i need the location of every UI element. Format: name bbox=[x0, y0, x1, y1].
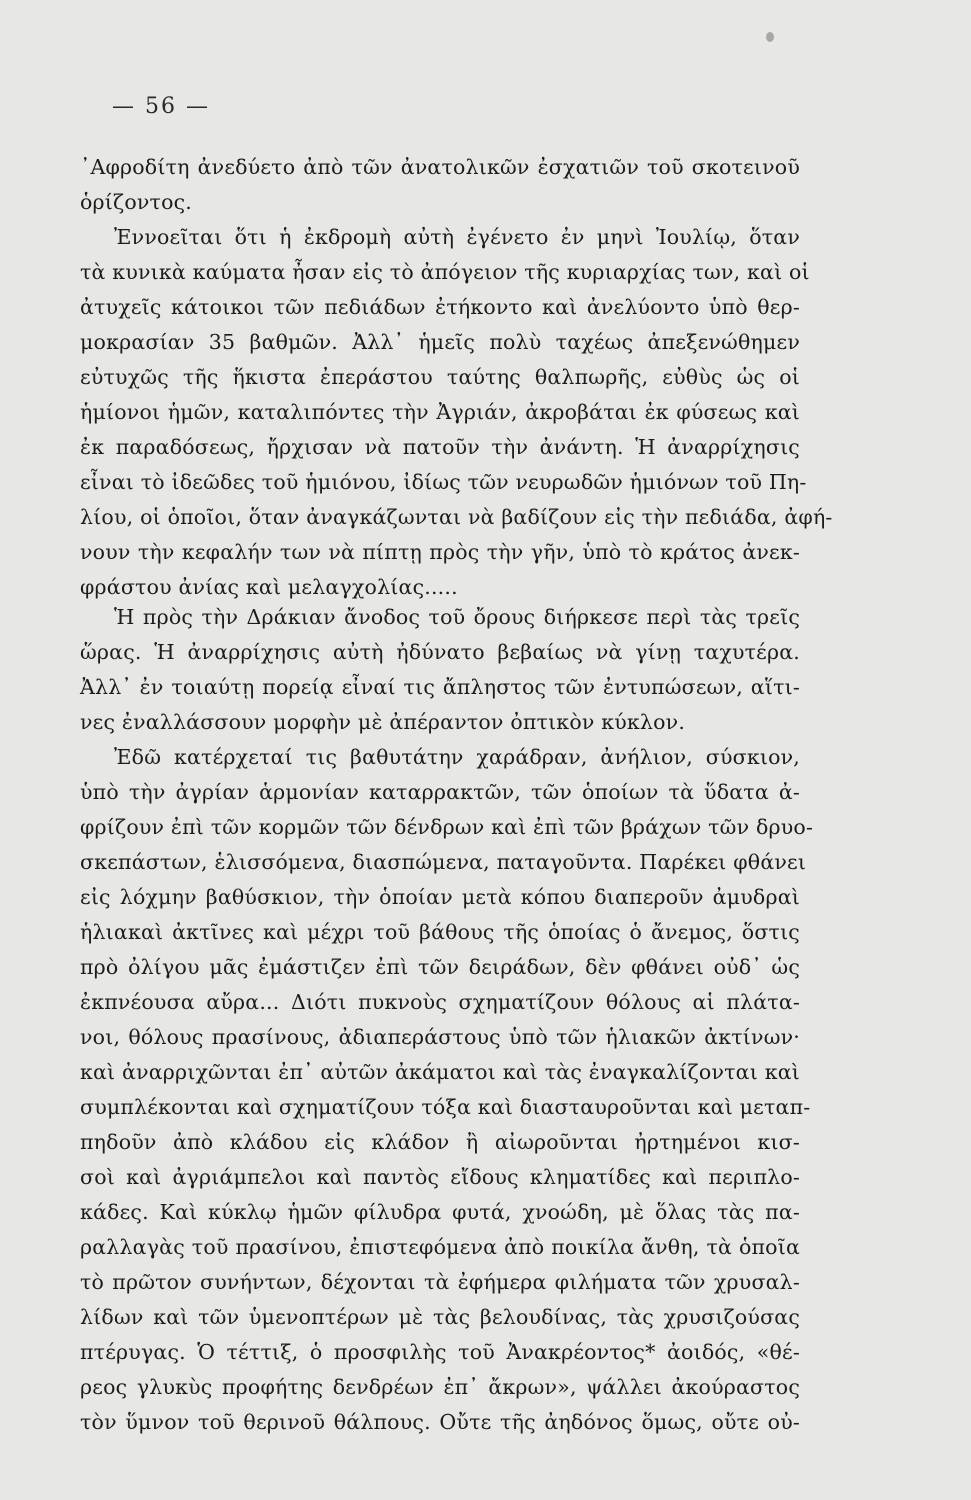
text-line: καὶ ἀναρριχῶνται ἐπ᾿ αὐτῶν ἀκάματοι καὶ τὰς ἐναγκαλίζονται καὶ bbox=[80, 1060, 800, 1084]
text-block-upper bbox=[80, 150, 833, 605]
text-line: Ἐννοεῖται ὅτι ἡ ἐκδρομὴ αὐτὴ ἐγένετο ἐν μηνὶ Ἰουλίῳ, ὅταν bbox=[114, 225, 800, 249]
text-line: ὑπὸ τὴν ἀγρίαν ἁρμονίαν καταρρακτῶν, τῶν ὁποίων τὰ ὕδατα ἀ- bbox=[80, 780, 800, 804]
text-line: φρίζουν ἐπὶ τῶν κορμῶν τῶν δένδρων καὶ ἐπὶ τῶν βράχων τῶν δρυο- bbox=[80, 815, 814, 839]
text-line: πτέρυγας. Ὁ τέττιξ, ὁ προσφιλὴς τοῦ Ἀνακρέοντος* ἀοιδός, «θέ- bbox=[80, 1340, 800, 1364]
text-line: ραλλαγὰς τοῦ πρασίνου, ἐπιστεφόμενα ἀπὸ ποικίλα ἄνθη, τὰ ὁποῖα bbox=[80, 1235, 800, 1259]
text-line: εἰς λόχμην βαθύσκιον, τὴν ὁποίαν μετὰ κόπου διαπεροῦν ἀμυδραὶ bbox=[80, 885, 800, 909]
text-line: Ἡ πρὸς τὴν Δράκιαν ἄνοδος τοῦ ὄρους διήρκεσε περὶ τὰς τρεῖς bbox=[114, 605, 800, 629]
text-line: πρὸ ὀλίγου μᾶς ἐμάστιζεν ἐπὶ τῶν δειράδων, δὲν φθάνει οὐδ᾿ ὡς bbox=[80, 955, 800, 979]
text-line: λίδων καὶ τῶν ὑμενοπτέρων μὲ τὰς βελουδίνας, τὰς χρυσιζούσας bbox=[80, 1305, 800, 1329]
text-line: λίου, οἱ ὁποῖοι, ὅταν ἀναγκάζωνται νὰ βαδίζουν εἰς τὴν πεδιάδα, ἀφή- bbox=[80, 505, 833, 529]
text-line: σοὶ καὶ ἀγριάμπελοι καὶ παντὸς εἴδους κληματίδες καὶ περιπλο- bbox=[80, 1165, 800, 1189]
text-line: Ἐδῶ κατέρχεταί τις βαθυτάτην χαράδραν, ἀνήλιον, σύσκιον, bbox=[114, 745, 800, 769]
text-line: Ἀλλ᾿ ἐν τοιαύτῃ πορείᾳ εἶναί τις ἄπληστος τῶν ἐντυπώσεων, αἵτι- bbox=[80, 675, 800, 699]
text-line: ἡλιακαὶ ἀκτῖνες καὶ μέχρι τοῦ βάθους τῆς ὁποίας ὁ ἄνεμος, ὅστις bbox=[80, 920, 800, 944]
text-line: κάδες. Καὶ κύκλῳ ἡμῶν φίλυδρα φυτά, χνοώδη, μὲ ὅλας τὰς πα- bbox=[80, 1200, 800, 1224]
text-line: νουν τὴν κεφαλήν των νὰ πίπτῃ πρὸς τὴν γῆν, ὑπὸ τὸ κράτος ἀνεκ- bbox=[80, 540, 800, 564]
text-line: νες ἐναλλάσσουν μορφὴν μὲ ἀπέραντον ὀπτικὸν κύκλον. bbox=[80, 710, 686, 734]
text-line: ᾿Αφροδίτη ἀνεδύετο ἀπὸ τῶν ἀνατολικῶν ἐσχατιῶν τοῦ σκοτεινοῦ bbox=[80, 155, 800, 179]
text-line: σκεπάστων, ἑλισσόμενα, διασπώμενα, παταγοῦντα. Παρέκει φθάνει bbox=[80, 850, 807, 874]
text-line: τὰ κυνικὰ καύματα ἦσαν εἰς τὸ ἀπόγειον τῆς κυριαρχίας των, καὶ οἱ bbox=[80, 260, 810, 284]
text-block-lower bbox=[80, 600, 814, 1440]
text-line: ὁρίζοντος. bbox=[80, 190, 193, 214]
text-line: συμπλέκονται καὶ σχηματίζουν τόξα καὶ διασταυροῦνται καὶ μεταπ- bbox=[80, 1095, 811, 1119]
text-line: ὥρας. Ἡ ἀναρρίχησις αὐτὴ ἠδύνατο βεβαίως νὰ γίνῃ ταχυτέρα. bbox=[80, 640, 800, 664]
text-line: ρεος γλυκὺς προφήτης δενδρέων ἐπ᾿ ἄκρων», ψάλλει ἀκούραστος bbox=[80, 1375, 800, 1399]
text-line: νοι, θόλους πρασίνους, ἀδιαπεράστους ὑπὸ τῶν ἡλιακῶν ἀκτίνων· bbox=[80, 1025, 800, 1049]
text-line: ἐκπνέουσα αὔρα... Διότι πυκνοὺς σχηματίζουν θόλους αἱ πλάτα- bbox=[80, 990, 800, 1014]
text-line: φράστου ἀνίας καὶ μελαγχολίας..... bbox=[80, 575, 458, 599]
text-line: ἡμίονοι ἡμῶν, καταλιπόντες τὴν Ἀγριάν, ἀκροβάται ἐκ φύσεως καὶ bbox=[80, 400, 800, 424]
text-line: τὸ πρῶτον συνήντων, δέχονται τὰ ἐφήμερα φιλήματα τῶν χρυσαλ- bbox=[80, 1270, 800, 1294]
ink-speck bbox=[766, 32, 774, 42]
text-line: μοκρασίαν 35 βαθμῶν. Ἀλλ᾿ ἡμεῖς πολὺ ταχέως ἀπεξενώθημεν bbox=[80, 330, 800, 354]
page-number: — 56 — bbox=[112, 94, 210, 119]
text-line: ἀτυχεῖς κάτοικοι τῶν πεδιάδων ἐτήκοντο καὶ ἀνελύοντο ὑπὸ θερ- bbox=[80, 295, 800, 319]
text-line: εὐτυχῶς τῆς ἥκιστα ἐπεράστου ταύτης θαλπωρῆς, εὐθὺς ὡς οἱ bbox=[80, 365, 800, 389]
text-line: τὸν ὕμνον τοῦ θερινοῦ θάλπους. Οὔτε τῆς ἀηδόνος ὅμως, οὔτε οὐ- bbox=[80, 1410, 800, 1434]
text-line: πηδοῦν ἀπὸ κλάδου εἰς κλάδον ἢ αἰωροῦνται ἠρτημένοι κισ- bbox=[80, 1130, 800, 1154]
text-line: ἐκ παραδόσεως, ἤρχισαν νὰ πατοῦν τὴν ἀνάντη. Ἡ ἀναρρίχησις bbox=[80, 435, 800, 459]
text-line: εἶναι τὸ ἰδεῶδες τοῦ ἡμιόνου, ἰδίως τῶν νευρωδῶν ἡμιόνων τοῦ Πη- bbox=[80, 470, 807, 494]
